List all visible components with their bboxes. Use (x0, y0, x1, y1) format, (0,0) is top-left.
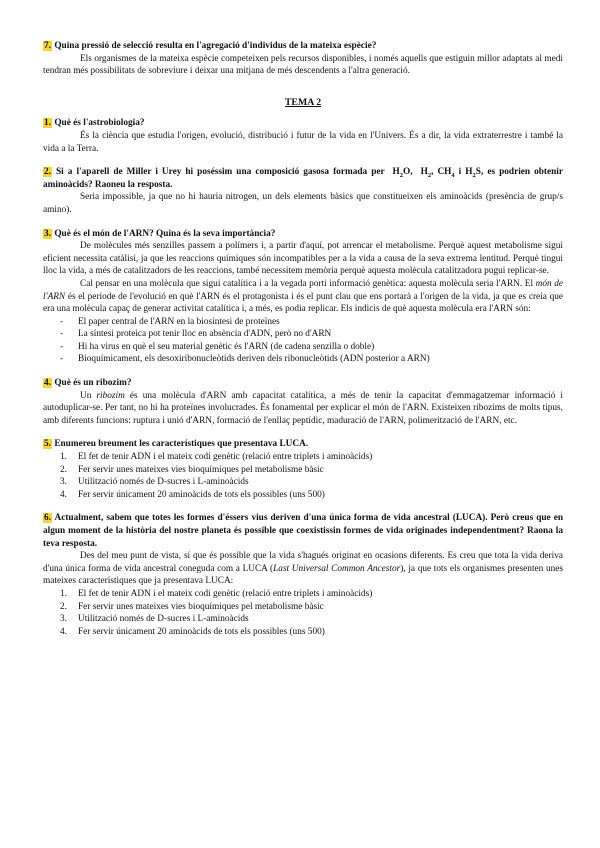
italic-term: Last Universal Common Ancestor (273, 563, 401, 574)
list-item: 2. Fer servir unes mateixes vies bioquímiques pel metabolisme bàsic (60, 464, 324, 475)
italic-term: ribozim (96, 390, 125, 401)
question-number: 3. (44, 228, 51, 239)
list-item: - Bioquímicament, els desoxiribonucleòtids deriven dels ribonucleòtids (ADN posterior a ARN) (60, 353, 563, 366)
answer-paragraph: Des del meu punt de vista, sí que és possible que la vida s'hagués originat en ocasions diferents. Es creu que tota la vida deriva d'una única forma de vida ancestral coneguda com a LUCA (Last Universal Common Ancestor), ja que tots els organismes presenten unes mateixes característiques que ja presentava LUCA: (43, 551, 564, 587)
formula-h2s: $H_2S$, (465, 167, 484, 180)
bullet-list (43, 316, 563, 366)
answer-paragraph: Els organismes de la mateixa espècie competeixen pels recursos disponibles, i només aquells que estiguin millor adaptats al medi tendran més possibilitats de sobreviure i deixar una mitjana de més descendents a l'altra generació. (43, 53, 563, 77)
question-title: Què és el món de l'ARN? Quina és la seva importància? (54, 228, 276, 239)
question-number: 7. (44, 41, 51, 51)
formula-ch4: $CH_4$ i (437, 167, 462, 180)
question-6 (43, 512, 563, 550)
list-item: 4. Fer servir únicament 20 aminoàcids de tots els possibles (uns 500) (60, 626, 325, 637)
section-title: TEMA 2 (284, 96, 322, 108)
document-page (43, 40, 563, 638)
question-title: Si a l'aparell de Miller i Urey hi poséssim una composició gasosa formada per (56, 167, 385, 178)
list-item: 1. El fet de tenir ADN i el mateix codi genètic (relació entre triplets i aminoàcids) (60, 588, 373, 599)
question-number: 1. (44, 118, 51, 129)
question-4 (43, 377, 563, 390)
question-title: Quina pressió de selecció resulta en l'agregació d'individus de la mateixa espècie? (54, 41, 377, 51)
numbered-list (43, 451, 563, 501)
question-title: Actualment, sabem que totes les formes d'éssers vius deriven d'una única forma de vida ancestral (LUCA). Però creus que en algun moment de la història del nostre planeta és possible que coexistissin formes de vida originades independentment? Raona la teva resposta. (43, 513, 563, 549)
question-title: Què és un ribozim? (54, 378, 132, 389)
list-item: 3. Utilització només de D-sucres i L-aminoàcids (60, 614, 249, 625)
question-1 (43, 117, 563, 130)
list-item: - El paper central de l'ARN en la biosíntesi de proteïnes (60, 316, 563, 329)
list-item: - La síntesi proteica pot tenir lloc en absència d'ADN, però no d'ARN (60, 328, 563, 341)
list-item: 1. El fet de tenir ADN i el mateix codi genètic (relació entre triplets i aminoàcids) (60, 452, 373, 463)
list-item: 3. Utilització només de D-sucres i L-aminoàcids (60, 477, 249, 488)
question-5 (43, 438, 563, 451)
formula-h2: $H_2$, (420, 167, 434, 180)
answer-paragraph: Seria impossible, ja que no hi hauria nitrogen, un dels elements bàsics que constitueixen els aminoàcids (presència de grup/s amino). (43, 192, 563, 215)
answer-paragraph-2: Cal pensar en una molècula que sigui catalítica i a la vegada porti informació genètica: aquesta molècula seria l'ARN. El món de l'ARN és el període de l'evolució en què l'ARN és el protagonista i és el punt clau que ens portarà a l'origen de la vida, ja que es creia que era una molècula capaç de generar activitat catalítica i, a més, es podia replicar. Els indicis de què aquesta molècula era l'ARN són: (43, 278, 563, 315)
answer-paragraph: És la ciència que estudia l'origen, evolució, distribució i futur de la vida en l'Univers. És a dir, la vida extraterrestre i també la vida a la Terra. (43, 130, 563, 154)
italic-term: món de l'ARN (43, 278, 563, 302)
list-item: - Hi ha virus en què el seu material genètic és l'ARN (de cadena senzilla o doble) (60, 341, 563, 354)
answer-paragraph: De molècules més senzilles passem a polímers i, a partir d'aquí, pot arrencar el metabolisme. Perquè aquest metabolisme sigui eficient necessita catàlisi, ja que les reaccions químiques són incompatibles per a la vida a causa de la seva extrema lentitud. Perquè tingui lloc la vida, a més de catalitzadors de les reaccions, també necessitem memòria perquè aquesta molècula catalitzadora pugui replicar-se. (43, 241, 563, 277)
numbered-list (43, 588, 563, 638)
formula-h2o: $H_2O$, (392, 167, 413, 180)
list-item: 4. Fer servir únicament 20 aminoàcids de tots els possibles (uns 500) (60, 489, 325, 500)
question-7 (43, 40, 563, 53)
question-title: Què és l'astrobiologia? (54, 118, 145, 129)
question-2 (43, 166, 563, 191)
question-title-cont: es podrien obtenir aminoàcids? Raoneu la resposta. (43, 167, 564, 190)
question-number: 2. (44, 167, 51, 178)
answer-paragraph: Un ribozim és una molècula d'ARN amb capacitat catalítica, a més de tenir la capacitat d'emmagatzemar informació i autoduplicar-se. Per tant, no hi ha proteïnes involucrades. És fonamental per explicar el món de l'ARN. Existeixen ribozims de molts tipus, amb diferents funcions: ruptura i unió d'ARN, formació de l'enllaç peptídic, maduració de l'ARN, polimerització de l'ARN, etc. (43, 390, 563, 426)
question-title: Enumereu breument les característiques que presentava LUCA. (54, 439, 309, 450)
list-item: 2. Fer servir unes mateixes vies bioquímiques pel metabolisme bàsic (60, 601, 324, 612)
question-number: 5. (44, 439, 51, 450)
question-number: 4. (44, 378, 51, 389)
question-number: 6. (44, 513, 51, 524)
question-3 (43, 228, 563, 241)
